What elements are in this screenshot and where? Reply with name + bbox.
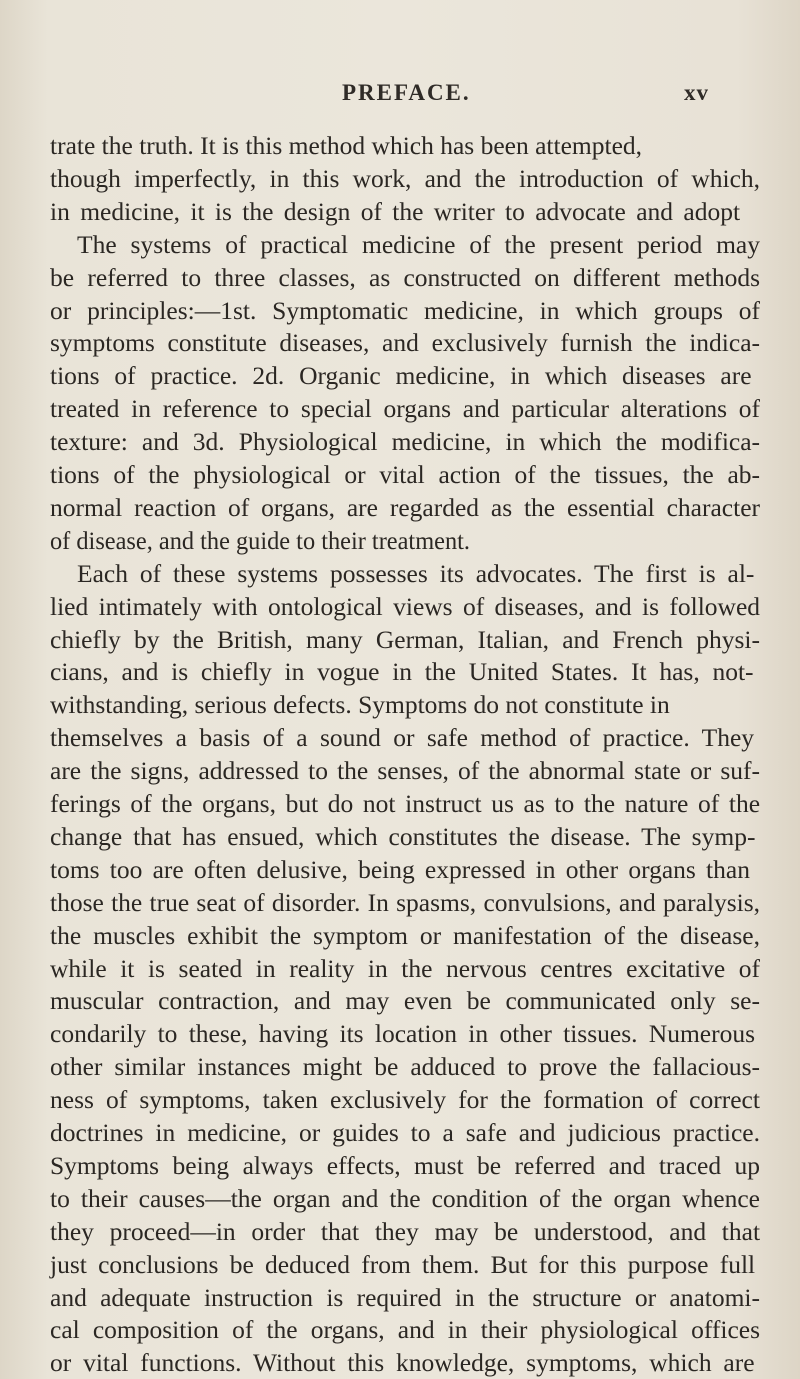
text-line: other similar instances might be adduced to prove the fallacious-: [50, 1052, 761, 1082]
text-line: of disease, and the guide to their treatment.: [50, 525, 470, 555]
text-line: chiefly by the British, many German, Italian, and French physi-: [50, 624, 760, 654]
text-line: and adequate instruction is required in the structure or anatomi-: [50, 1282, 761, 1312]
text-line: trate the truth. It is this method which has been attempted,: [50, 131, 643, 160]
text-line: condarily to these, having its location in other tissues. Numerous: [50, 1019, 756, 1049]
running-head: [0, 80, 800, 110]
text-line: change that has ensued, which constitutes the disease. The symp-: [50, 821, 756, 851]
text-line: themselves a basis of a sound or safe method of practice. They: [50, 723, 755, 753]
page-number: xv: [684, 80, 709, 105]
text-line: in medicine, it is the design of the writer to advocate and adopt: [50, 196, 741, 226]
text-line: lied intimately with ontological views of diseases, and is followed: [50, 591, 761, 621]
text-line: treated in reference to special organs and particular alterations of: [50, 394, 761, 424]
text-line: those the true seat of disorder. In spasms, convulsions, and paralysis,: [50, 887, 761, 917]
text-line: toms too are often delusive, being expressed in other organs than: [50, 854, 750, 884]
text-line: tions of practice. 2d. Organic medicine, in which diseases are: [50, 361, 752, 391]
text-line: normal reaction of organs, are regarded as the essential character: [50, 492, 761, 522]
text-line: symptoms constitute diseases, and exclusively furnish the indica-: [50, 328, 761, 358]
text-line: cians, and is chiefly in vogue in the United States. It has, not-: [50, 657, 754, 687]
running-title: PREFACE.: [342, 80, 471, 105]
text-line: the muscles exhibit the symptom or manifestation of the disease,: [50, 920, 760, 950]
text-line: they proceed—in order that they may be understood, and that: [50, 1216, 761, 1246]
text-line: doctrines in medicine, or guides to a safe and judicious practice.: [50, 1118, 760, 1147]
text-line: withstanding, serious defects. Symptoms do not constitute in: [50, 690, 670, 720]
text-line: though imperfectly, in this work, and the introduction of which,: [50, 163, 761, 193]
text-line: while it is seated in reality in the nervous centres excitative of: [50, 953, 761, 983]
text-line: texture: and 3d. Physiological medicine, in which the modifica-: [50, 427, 761, 457]
text-line: cal composition of the organs, and in their physiological offices: [50, 1315, 761, 1345]
text-line: The systems of practical medicine of the present period may: [77, 229, 761, 259]
text-line: be referred to three classes, as constructed on different methods: [50, 262, 761, 292]
text-line: muscular contraction, and may even be communicated only se-: [50, 986, 760, 1016]
text-line: ness of symptoms, taken exclusively for the formation of correct: [50, 1085, 760, 1115]
text-line: Each of these systems possesses its advocates. The first is al-: [77, 558, 755, 588]
text-line: to their causes—the organ and the condition of the organ whence: [50, 1183, 760, 1213]
text-line: just conclusions be deduced from them. But for this purpose full: [50, 1249, 756, 1279]
text-line: tions of the physiological or vital action of the tissues, the ab-: [50, 460, 761, 489]
text-line: are the signs, addressed to the senses, of the abnormal state or suf-: [50, 756, 760, 786]
text-line: Symptoms being always effects, must be referred and traced up: [50, 1150, 761, 1180]
text-line: or vital functions. Without this knowledge, symptoms, which are: [50, 1348, 755, 1378]
text-line: ferings of the organs, but do not instruct us as to the nature of the: [50, 789, 761, 818]
text-line: or principles:—1st. Symptomatic medicine, in which groups of: [50, 295, 760, 325]
